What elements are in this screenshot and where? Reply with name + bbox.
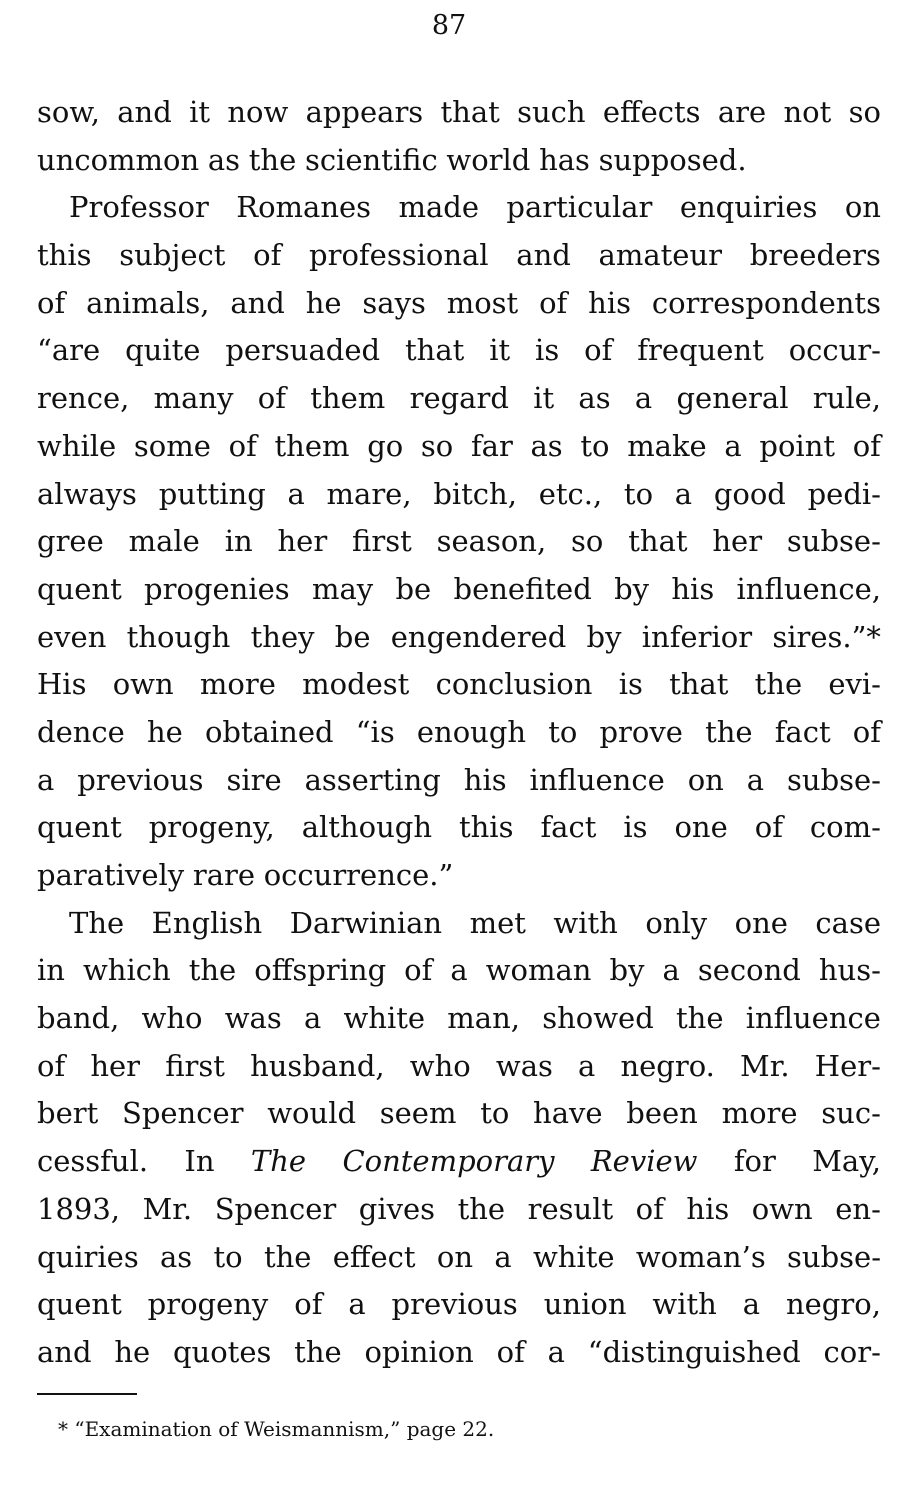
word: supposed. [598, 142, 747, 177]
word: 1893, [37, 1191, 121, 1226]
word: union [543, 1287, 627, 1322]
word: of [496, 1334, 525, 1369]
word: a [742, 1287, 761, 1322]
word: suc- [821, 1096, 881, 1131]
word: of [257, 381, 286, 416]
word: point [759, 428, 836, 463]
word: white [532, 1239, 615, 1274]
footnote: * “Examination of Weismannism,” page 22. [58, 1417, 495, 1441]
word: cor- [823, 1334, 881, 1369]
word: make [627, 428, 707, 463]
word: by [614, 571, 650, 606]
word: a [674, 476, 693, 511]
word: of [37, 1048, 66, 1083]
text-line [37, 995, 881, 1043]
word: evi- [828, 667, 881, 702]
word: of [852, 428, 881, 463]
word: of [852, 714, 881, 749]
word: bitch, [433, 476, 517, 511]
text-line [37, 1138, 881, 1186]
word: case [815, 905, 881, 940]
word: particular [506, 190, 653, 225]
word: of [253, 238, 282, 273]
text-line [37, 804, 881, 852]
word: showed [542, 1001, 654, 1036]
text-line [37, 614, 881, 662]
word: engendered [390, 619, 567, 654]
word: some [133, 428, 211, 463]
word: influence [529, 762, 665, 797]
text-line [37, 471, 881, 519]
word: his [588, 285, 631, 320]
word: would [267, 1096, 357, 1131]
word: they [250, 619, 315, 654]
word: who [141, 1001, 203, 1036]
word: his [463, 762, 507, 797]
word: one [674, 810, 728, 845]
word: as [207, 142, 241, 177]
word: says [362, 285, 426, 320]
word: dence [37, 714, 125, 749]
word: gives [358, 1191, 436, 1226]
word: and [516, 238, 571, 273]
word: amateur [598, 238, 722, 273]
word: the [675, 1001, 724, 1036]
text-line [37, 1090, 881, 1138]
word: a [634, 381, 653, 416]
word: so [848, 95, 881, 129]
word: even [37, 619, 107, 654]
word: been [626, 1096, 698, 1131]
word: is [535, 333, 560, 368]
word: a [662, 953, 680, 988]
word: such [517, 95, 586, 129]
word: influence [745, 1001, 881, 1036]
word: so [420, 428, 454, 463]
word: his [671, 571, 715, 606]
word: met [469, 905, 526, 940]
text-line [37, 137, 881, 185]
word: a [547, 1334, 565, 1369]
word: the [294, 1334, 342, 1369]
word: quiries [37, 1239, 139, 1274]
word: only [645, 905, 708, 940]
word: rare [192, 858, 256, 892]
text-line [37, 852, 881, 900]
word: fact [540, 810, 597, 845]
word: enough [416, 714, 527, 749]
word: subse- [787, 1239, 881, 1274]
word: scientific [304, 142, 438, 177]
word: Spencer [214, 1191, 337, 1226]
word: was [224, 1001, 282, 1036]
word: professional [309, 238, 489, 273]
word: for [733, 1144, 776, 1179]
text-line [37, 1281, 881, 1329]
word: the [754, 667, 803, 702]
word: pedi- [807, 476, 881, 511]
word: that [628, 524, 688, 559]
word: hus- [818, 953, 881, 988]
word: English [151, 905, 263, 940]
word: one [734, 905, 788, 940]
word: more [721, 1096, 798, 1131]
word: this [37, 238, 92, 273]
word: go [367, 428, 404, 463]
word: husband, [250, 1048, 385, 1083]
word: cessful. [37, 1144, 149, 1179]
word: more [199, 667, 276, 702]
text-line [37, 375, 881, 423]
word: now [227, 95, 289, 129]
word: season, [436, 524, 547, 559]
word: the [457, 1191, 506, 1226]
word: breeders [749, 238, 881, 273]
word: a [746, 762, 765, 797]
word: is [618, 667, 643, 702]
word: Professor [69, 190, 209, 225]
word: offspring [254, 953, 387, 988]
word: a [303, 1001, 322, 1036]
word: world [446, 142, 531, 177]
word: “is [355, 714, 395, 749]
word: In [184, 1144, 215, 1179]
word: her [277, 524, 328, 559]
word: frequent [637, 333, 764, 368]
word: his [686, 1191, 730, 1226]
word: “distinguished [587, 1334, 801, 1369]
word: Romanes [236, 190, 372, 225]
text-line [37, 518, 881, 566]
word: man, [447, 1001, 520, 1036]
word: seem [379, 1096, 457, 1131]
word: he [146, 714, 183, 749]
word: a [578, 1048, 596, 1083]
word: which [82, 953, 171, 988]
word: quent [37, 810, 122, 845]
word: of [294, 1287, 323, 1322]
body-text [37, 89, 881, 1377]
word: first [352, 524, 412, 559]
word: the [263, 1239, 312, 1274]
word: to [580, 428, 610, 463]
word: result [527, 1191, 614, 1226]
word: the [188, 953, 237, 988]
word: a [494, 1239, 512, 1274]
word: and [37, 1334, 92, 1369]
word: putting [158, 476, 266, 511]
word: have [533, 1096, 603, 1131]
word: effect [332, 1239, 416, 1274]
word: be [334, 619, 371, 654]
word: them [274, 428, 350, 463]
word: while [37, 428, 117, 463]
word: “are [37, 333, 101, 368]
word: Mr. [142, 1191, 193, 1226]
word: own [751, 1191, 813, 1226]
word: with [652, 1287, 717, 1322]
word: progenies [144, 571, 290, 606]
word: quite [125, 333, 201, 368]
word: influence, [736, 571, 881, 606]
word: quotes [172, 1334, 272, 1369]
word: to [548, 714, 578, 749]
word: so [571, 524, 604, 559]
word: he [114, 1334, 151, 1369]
word: it [533, 381, 555, 416]
word: good [713, 476, 786, 511]
word: may [311, 571, 374, 606]
word: male [128, 524, 200, 559]
word: uncommon [37, 142, 200, 177]
word: in [37, 953, 65, 988]
word: a [287, 476, 305, 511]
word: modest [302, 667, 410, 702]
word: most [446, 285, 519, 320]
word: are [717, 95, 767, 129]
word: conclusion [435, 667, 593, 702]
word: effects [602, 95, 701, 129]
word: rule, [812, 381, 881, 416]
word: always [37, 476, 137, 511]
word: en- [835, 1191, 881, 1226]
word: it [489, 333, 511, 368]
word: band, [37, 1001, 120, 1036]
word: made [398, 190, 479, 225]
word: the [705, 714, 753, 749]
word: The [250, 1144, 307, 1179]
word: appears [305, 95, 424, 129]
word: of [404, 953, 433, 988]
word: gree [37, 524, 104, 559]
word: be [395, 571, 432, 606]
word: paratively [37, 858, 185, 892]
word: progeny, [148, 810, 275, 845]
word: not [783, 95, 832, 129]
word: first [165, 1048, 225, 1083]
word: quent [37, 1287, 122, 1322]
word: to [213, 1239, 243, 1274]
footnote-rule [37, 1393, 137, 1395]
word: May, [812, 1144, 881, 1179]
word: rence, [37, 381, 130, 416]
word: occurrence.” [263, 858, 454, 892]
word: benefited [453, 571, 592, 606]
word: her [712, 524, 763, 559]
word: although [301, 810, 432, 845]
word: Mr. [740, 1048, 790, 1083]
word: by [609, 953, 645, 988]
word: negro, [785, 1287, 881, 1322]
word: this [458, 810, 514, 845]
word: and [230, 285, 285, 320]
word: bert [37, 1096, 99, 1131]
word: is [623, 810, 648, 845]
word: the [248, 142, 297, 177]
word: who [409, 1048, 471, 1083]
word: that [404, 333, 465, 368]
word: general [676, 381, 789, 416]
word: to [480, 1096, 510, 1131]
word: occur- [788, 333, 881, 368]
text-line [37, 947, 881, 995]
word: on [687, 762, 724, 797]
word: negro. [620, 1048, 715, 1083]
word: it [189, 95, 211, 129]
word: as [160, 1239, 193, 1274]
text-line [37, 1186, 881, 1234]
word: subject [119, 238, 226, 273]
word: a [450, 953, 468, 988]
word: Contemporary [342, 1144, 555, 1179]
word: Her- [814, 1048, 881, 1083]
word: opinion [364, 1334, 474, 1369]
text-line [37, 566, 881, 614]
word: His [37, 667, 87, 702]
word: he [305, 285, 342, 320]
word: second [697, 953, 801, 988]
word: a [724, 428, 742, 463]
word: a [37, 762, 55, 797]
word: them [310, 381, 386, 416]
word: subse- [787, 762, 881, 797]
word: in [224, 524, 253, 559]
word: of [754, 810, 783, 845]
word: progeny [147, 1287, 269, 1322]
word: many [153, 381, 234, 416]
text-line [37, 1234, 881, 1282]
word: of [584, 333, 613, 368]
word: far [470, 428, 513, 463]
word: sire [226, 762, 282, 797]
word: that [440, 95, 500, 129]
text-line [37, 184, 881, 232]
word: as [530, 428, 563, 463]
word: of [228, 428, 257, 463]
word: asserting [304, 762, 441, 797]
word: of [37, 285, 66, 320]
word: persuaded [225, 333, 381, 368]
word: on [844, 190, 881, 225]
word: and [117, 95, 172, 129]
word: previous [391, 1287, 518, 1322]
word: sires.”* [772, 619, 881, 654]
word: sow, [37, 95, 100, 129]
word: as [578, 381, 611, 416]
word: Review [590, 1144, 698, 1179]
word: etc., [538, 476, 603, 511]
text-line [37, 900, 881, 948]
word: a [348, 1287, 366, 1322]
word: fact [774, 714, 831, 749]
word: woman’s [635, 1239, 766, 1274]
word: white [343, 1001, 426, 1036]
word: correspondents [651, 285, 881, 320]
text-line [37, 1043, 881, 1091]
word: was [495, 1048, 553, 1083]
word: with [553, 905, 618, 940]
word: obtained [204, 714, 334, 749]
text-line [37, 232, 881, 280]
word: regard [409, 381, 509, 416]
word: mare, [326, 476, 412, 511]
text-line [37, 327, 881, 375]
text-line [37, 757, 881, 805]
word: woman [485, 953, 592, 988]
word: The [69, 905, 125, 940]
word: of [635, 1191, 664, 1226]
word: on [436, 1239, 474, 1274]
word: by [586, 619, 622, 654]
text-line [37, 709, 881, 757]
word: that [669, 667, 729, 702]
text-line [37, 1329, 881, 1377]
text-line [37, 280, 881, 328]
word: subse- [786, 524, 881, 559]
word: has [539, 142, 590, 177]
word: enquiries [679, 190, 818, 225]
page-number: 87 [431, 10, 467, 41]
word: Spencer [121, 1096, 244, 1131]
word: prove [599, 714, 683, 749]
word: her [90, 1048, 141, 1083]
text-line [37, 89, 881, 137]
word: animals, [86, 285, 210, 320]
word: quent [37, 571, 122, 606]
word: of [539, 285, 568, 320]
text-line [37, 423, 881, 471]
word: Darwinian [289, 905, 443, 940]
word: inferior [641, 619, 753, 654]
word: to [623, 476, 654, 511]
word: com- [809, 810, 881, 845]
word: own [112, 667, 174, 702]
text-line [37, 661, 881, 709]
word: previous [77, 762, 204, 797]
word: though [126, 619, 231, 654]
